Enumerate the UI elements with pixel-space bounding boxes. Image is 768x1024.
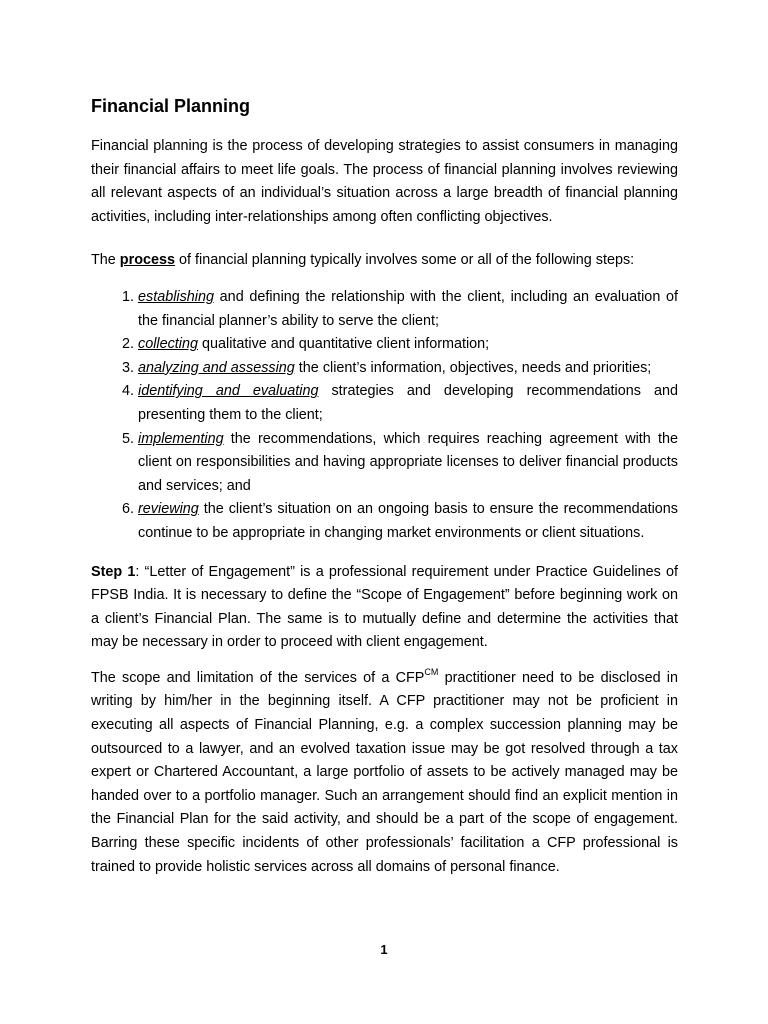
steps-list	[91, 286, 678, 546]
step-term: analyzing and assessing	[138, 359, 295, 376]
step-term: establishing	[138, 288, 215, 305]
step-term: collecting	[138, 336, 198, 353]
step-term: identifying and evaluating	[138, 383, 319, 400]
list-item	[138, 286, 678, 333]
intro-paragraph: Financial planning is the process of developing strategies to assist consumers in managing their financial affairs to meet life goals. The process of financial planning involves reviewing all relevant aspects of an individual’s situation across a large breadth of financial planning activities, including inter-relationships among often conflicting objectives.	[91, 138, 678, 225]
list-item	[138, 428, 678, 499]
step-text: the client’s situation on an ongoing basis to ensure the recommendations continue to be appropriate in changing market environments or client situations.	[138, 501, 678, 541]
steps-lead-paragraph	[91, 249, 678, 273]
scope-paragraph	[91, 667, 678, 879]
page-number: 1	[380, 942, 388, 957]
step-term: implementing	[138, 430, 224, 447]
step1-text: : “Letter of Engagement” is a professional requirement under Practice Guidelines of FPSB India. It is necessary to define the “Scope of Engagement” before beginning work on a client’s Financial Plan. The same is to mutually define and determine the activities that may be necessary in order to proceed with client engagement.	[91, 563, 678, 651]
step1-label: Step 1	[91, 563, 136, 580]
cm-superscript: CM	[424, 666, 439, 677]
step-term: reviewing	[138, 501, 199, 518]
process-keyword: process	[119, 252, 175, 269]
list-item	[138, 498, 678, 545]
step-text: the client’s information, objectives, needs and priorities;	[294, 359, 652, 376]
list-item	[138, 357, 678, 381]
step1-paragraph	[91, 561, 678, 655]
step-text: strategies and developing recommendations and presenting them to the client;	[138, 383, 678, 423]
step-text: the recommendations, which requires reaching agreement with the client on responsibilities and having appropriate licenses to deliver financial products and services; and	[138, 430, 678, 494]
page-title: Financial Planning	[91, 96, 251, 116]
lead-text-before: The	[91, 252, 120, 269]
list-item	[138, 333, 678, 357]
list-item	[138, 380, 678, 427]
step-text: and defining the relationship with the client, including an evaluation of the financial planner’s ability to serve the client;	[138, 288, 678, 329]
scope-text-before: The scope and limitation of the services of a CFP	[91, 669, 425, 686]
lead-text-after: of financial planning typically involves some or all of the following steps:	[175, 252, 635, 269]
scope-text-after: practitioner need to be disclosed in writing by him/her in the beginning itself. A CFP practitioner may not be proficient in executing all aspects of Financial Planning, e.g. a complex succession planning may be outsourced to a lawyer, and an evolved taxation issue may be got resolved through a tax expert or Chartered Accountant, a large portfolio of assets to be actively managed may be handed over to a portfolio manager. Such an arrangement should find an explicit mention in the Financial Plan for the said activity, and should be a part of the scope of engagement. Barring these specific incidents of other professionals’ facilitation a CFP professional is trained to provide holistic services across all domains of personal finance.	[91, 669, 678, 875]
step-text: qualitative and quantitative client information;	[198, 336, 490, 353]
